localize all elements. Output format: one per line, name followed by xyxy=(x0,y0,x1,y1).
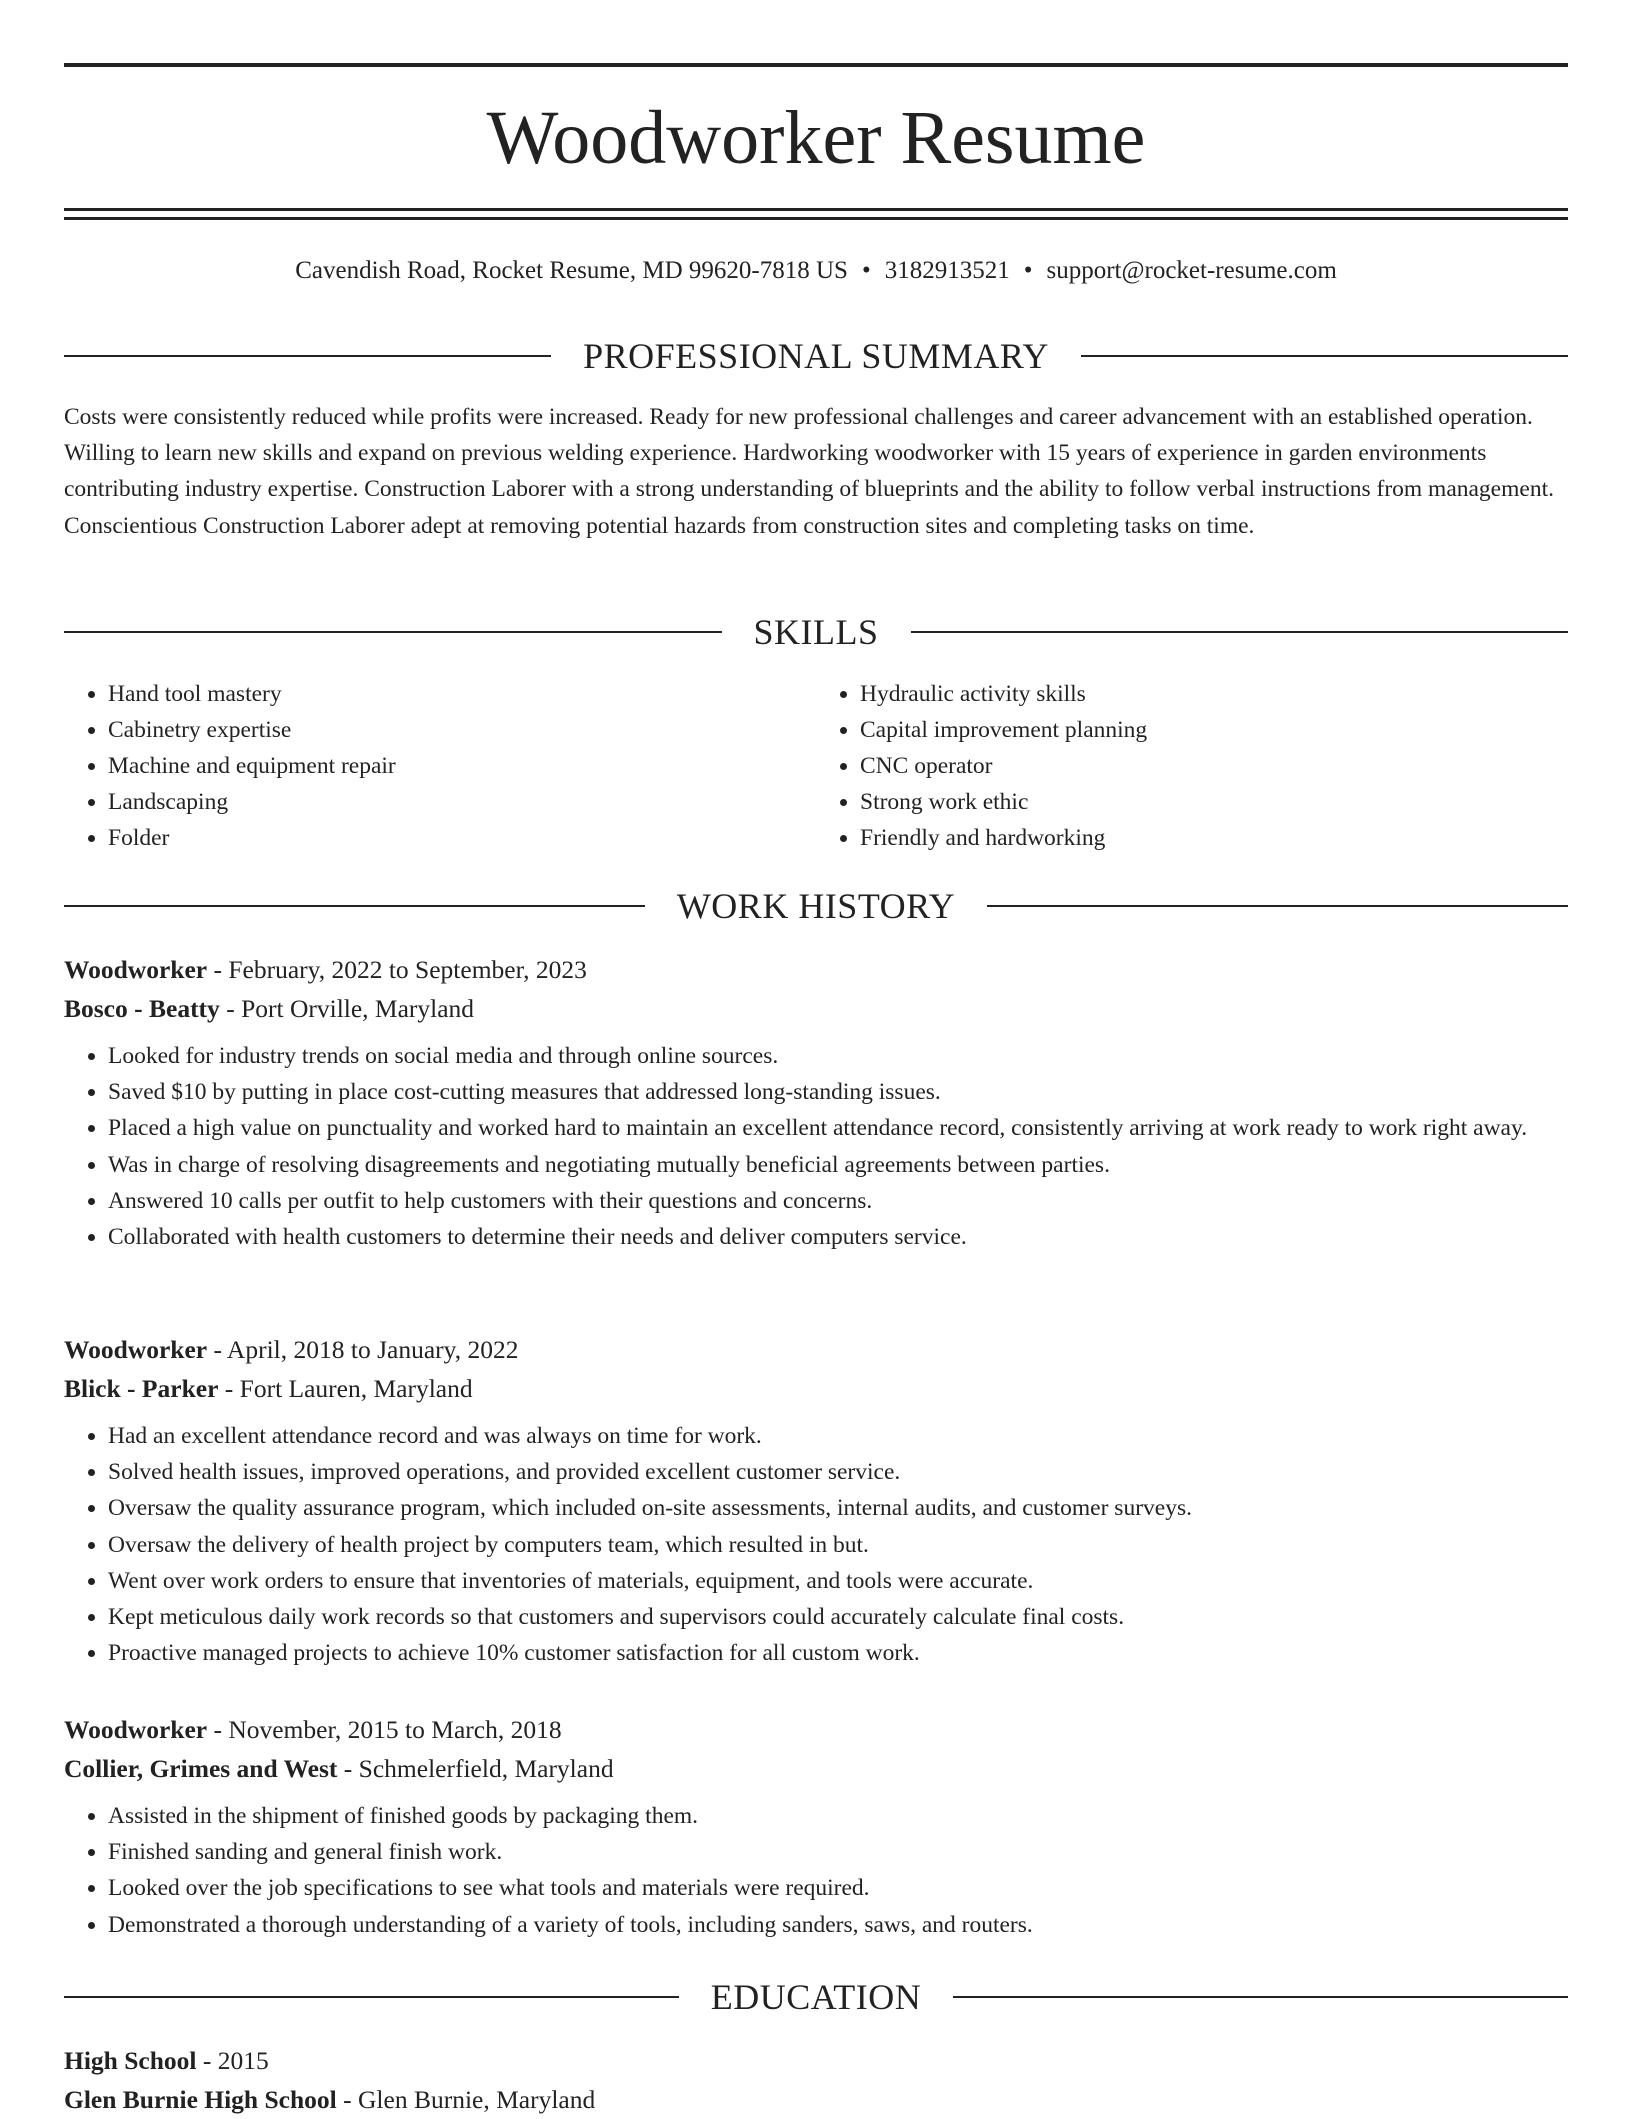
job-bullet: • Kept meticulous daily work records so that customers and supervisors could accurately calculate final costs. xyxy=(108,1599,1568,1635)
skill-item: • Machine and equipment repair xyxy=(108,748,816,784)
job-dates: November, 2015 to March, 2018 xyxy=(228,1715,562,1744)
heading-rule xyxy=(911,631,1569,633)
job-bullets xyxy=(64,1798,1568,1943)
job-bullet: • Assisted in the shipment of finished goods by packaging them. xyxy=(108,1798,1568,1834)
skill-item: • CNC operator xyxy=(860,748,1568,784)
education-degree-line: High School - 2015 xyxy=(64,2046,269,2075)
job-entry xyxy=(64,1330,1568,1671)
job-bullets xyxy=(64,1418,1568,1671)
resume-title: Woodworker Resume xyxy=(486,96,1146,180)
job-company-line: Collier, Grimes and West - Schmelerfield, Maryland xyxy=(64,1754,614,1783)
section-heading-skills xyxy=(64,610,1568,654)
contact-separator: • xyxy=(861,257,871,284)
job-bullet: • Solved health issues, improved operations, and provided excellent customer service. xyxy=(108,1454,1568,1490)
contact-phone: 3182913521 xyxy=(884,257,1010,284)
contact-email: support@rocket-resume.com xyxy=(1046,257,1337,284)
job-company-line: Bosco - Beatty - Port Orville, Maryland xyxy=(64,994,475,1023)
section-title: WORK HISTORY xyxy=(676,886,956,926)
skill-item: • Folder xyxy=(108,820,816,856)
job-bullet: • Went over work orders to ensure that inventories of materials, equipment, and tools were accurate. xyxy=(108,1563,1568,1599)
contact-separator: • xyxy=(1023,257,1033,284)
job-dates: February, 2022 to September, 2023 xyxy=(228,955,587,984)
job-bullet: • Proactive managed projects to achieve 10% customer satisfaction for all custom work. xyxy=(108,1635,1568,1671)
section-title: PROFESSIONAL SUMMARY xyxy=(583,336,1049,376)
title-double-rule xyxy=(64,208,1568,220)
skill-item: • Capital improvement planning xyxy=(860,712,1568,748)
skill-item: • Landscaping xyxy=(108,784,816,820)
job-bullet: • Finished sanding and general finish work. xyxy=(108,1834,1568,1870)
job-company-line: Blick - Parker - Fort Lauren, Maryland xyxy=(64,1374,473,1403)
education-location: Glen Burnie, Maryland xyxy=(358,2085,596,2114)
skills-column-left xyxy=(64,676,816,856)
education-school: Glen Burnie High School xyxy=(64,2085,337,2114)
job-title: Woodworker xyxy=(64,955,208,984)
job-entry xyxy=(64,1710,1568,1943)
skill-item: • Strong work ethic xyxy=(860,784,1568,820)
job-entry xyxy=(64,950,1568,1255)
skill-item: • Hydraulic activity skills xyxy=(860,676,1568,712)
job-bullet: • Was in charge of resolving disagreements and negotiating mutually beneficial agreements between parties. xyxy=(108,1147,1568,1183)
job-bullet: • Oversaw the delivery of health project by computers team, which resulted in but. xyxy=(108,1527,1568,1563)
heading-rule xyxy=(64,631,722,633)
job-title-line: Woodworker - February, 2022 to September, 2023 xyxy=(64,955,587,984)
job-bullet: • Looked for industry trends on social media and through online sources. xyxy=(108,1038,1568,1074)
heading-rule xyxy=(987,905,1568,907)
job-bullet: • Demonstrated a thorough understanding of a variety of tools, including sanders, saws, and routers. xyxy=(108,1907,1568,1943)
job-company: Blick - Parker xyxy=(64,1374,219,1403)
job-bullets xyxy=(64,1038,1568,1255)
section-heading-work xyxy=(64,884,1568,928)
heading-rule xyxy=(953,1996,1568,1998)
section-title: SKILLS xyxy=(753,612,879,652)
job-bullet: • Collaborated with health customers to determine their needs and deliver computers service. xyxy=(108,1219,1568,1255)
education-school-line: Glen Burnie High School - Glen Burnie, Maryland xyxy=(64,2085,596,2114)
education-entry xyxy=(64,2041,1568,2119)
job-location: Port Orville, Maryland xyxy=(241,994,475,1023)
job-title-line: Woodworker - April, 2018 to January, 2022 xyxy=(64,1335,519,1364)
job-bullet: • Answered 10 calls per outfit to help customers with their questions and concerns. xyxy=(108,1183,1568,1219)
heading-rule xyxy=(64,1996,679,1998)
heading-rule xyxy=(1081,355,1568,357)
job-bullet: • Looked over the job specifications to see what tools and materials were required. xyxy=(108,1870,1568,1906)
job-bullet: • Had an excellent attendance record and was always on time for work. xyxy=(108,1418,1568,1454)
heading-rule xyxy=(64,905,645,907)
summary-text: Costs were consistently reduced while profits were increased. Ready for new professional challenges and career advancement with an established operation. Willing to learn new skills and expand on previous welding experience. Hardworking woodworker with 15 years of experience in garden environments contributing industry expertise. Construction Laborer with a strong understanding of blueprints and the ability to follow verbal instructions from management. Conscientious Construction Laborer adept at removing potential hazards from construction sites and completing tasks on time. xyxy=(64,404,1554,539)
education-degree: High School xyxy=(64,2046,197,2075)
job-bullet: • Placed a high value on punctuality and worked hard to maintain an excellent attendance record, consistently arriving at work ready to work right away. xyxy=(108,1110,1568,1146)
job-company: Collier, Grimes and West xyxy=(64,1754,338,1783)
section-heading-summary xyxy=(64,334,1568,378)
skill-item: • Hand tool mastery xyxy=(108,676,816,712)
job-title-line: Woodworker - November, 2015 to March, 2018 xyxy=(64,1715,562,1744)
education-year: 2015 xyxy=(217,2046,269,2075)
job-title: Woodworker xyxy=(64,1715,208,1744)
skills-column-right xyxy=(816,676,1568,856)
section-title: EDUCATION xyxy=(710,1977,922,2017)
heading-rule xyxy=(64,355,551,357)
skills-list xyxy=(64,676,1568,856)
section-heading-education xyxy=(64,1975,1568,2019)
job-location: Schmelerfield, Maryland xyxy=(358,1754,614,1783)
job-dates: April, 2018 to January, 2022 xyxy=(226,1335,519,1364)
job-company: Bosco - Beatty xyxy=(64,994,220,1023)
skill-item: • Cabinetry expertise xyxy=(108,712,816,748)
job-bullet: • Oversaw the quality assurance program, which included on-site assessments, internal audits, and customer surveys. xyxy=(108,1490,1568,1526)
contact-line xyxy=(64,254,1568,288)
top-rule xyxy=(64,63,1568,67)
contact-address: Cavendish Road, Rocket Resume, MD 99620-7818 US xyxy=(295,257,848,284)
job-location: Fort Lauren, Maryland xyxy=(239,1374,473,1403)
job-bullet: • Saved $10 by putting in place cost-cutting measures that addressed long-standing issues. xyxy=(108,1074,1568,1110)
job-title: Woodworker xyxy=(64,1335,208,1364)
skill-item: • Friendly and hardworking xyxy=(860,820,1568,856)
